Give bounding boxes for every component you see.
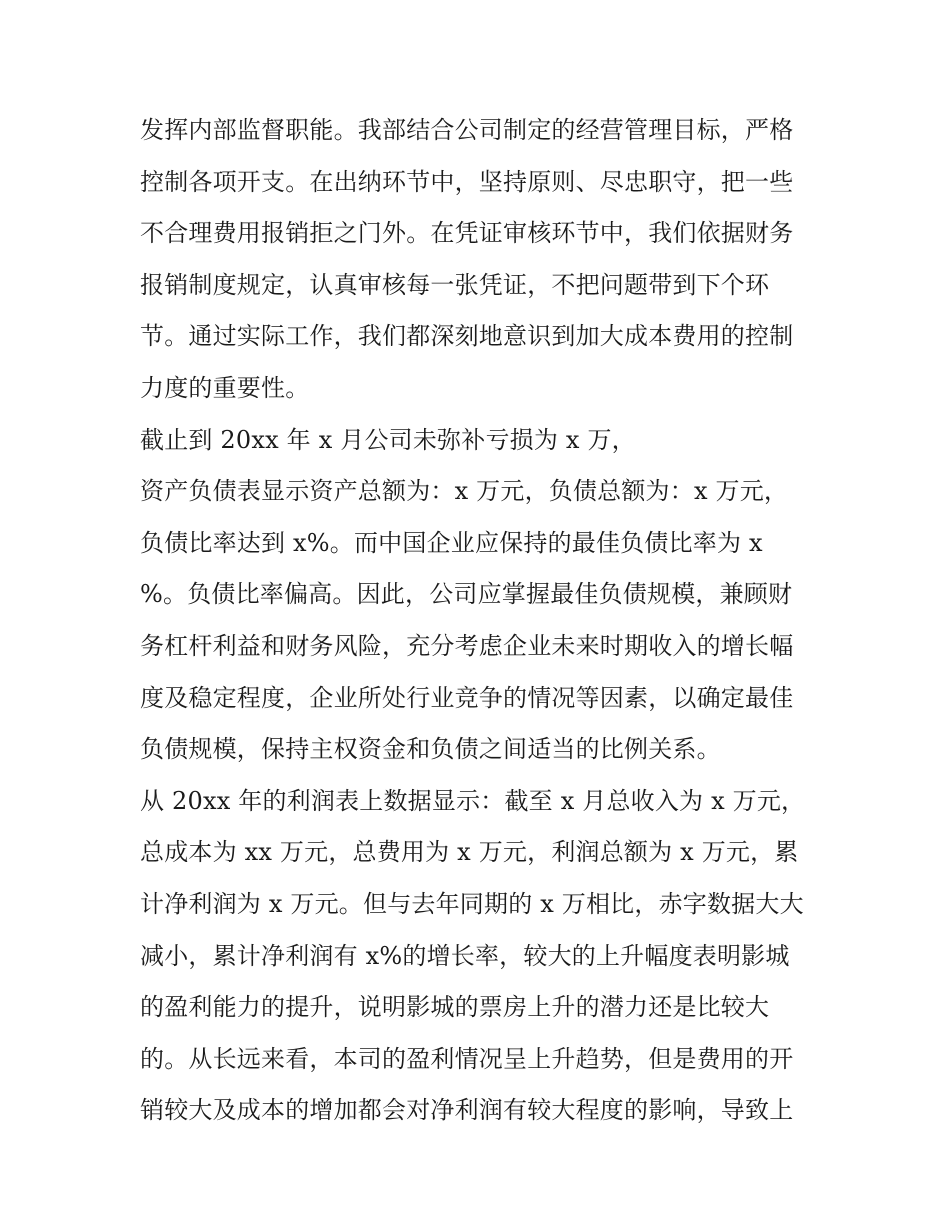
text-line: 度及稳定程度，企业所处行业竞争的情况等因素，以确定最佳 [140,683,794,712]
text-line: %。负债比率偏高。因此，公司应掌握最佳负债规模，兼顾财 [140,580,793,609]
text-line: 的。从长远来看，本司的盈利情况呈上升趋势，但是费用的开 [140,1044,794,1073]
text-line: 总成本为 xx 万元，总费用为 x 万元，利润总额为 x 万元，累 [140,838,799,867]
text-line: 的盈利能力的提升，说明影城的票房上升的潜力还是比较大 [140,993,770,1022]
document-body [140,105,820,1137]
text-line: 截止到 20xx 年 x 月公司未弥补亏损为 x 万， [140,425,636,454]
text-line: 力度的重要性。 [140,373,310,402]
text-line: 从 20xx 年的利润表上数据显示：截至 x 月总收入为 x 万元， [140,786,806,815]
text-line: 资产负债表显示资产总额为：x 万元，负债总额为：x 万元， [140,477,789,506]
text-line: 负债规模，保持主权资金和负债之间适当的比例关系。 [140,735,721,764]
text-line: 务杠杆利益和财务风险，充分考虑企业未来时期收入的增长幅 [140,631,794,660]
text-line: 负债比率达到 x%。而中国企业应保持的最佳负债比率为 x [140,528,763,557]
text-line: 销较大及成本的增加都会对净利润有较大程度的影响，导致上 [140,1096,794,1125]
text-line: 减小，累计净利润有 x%的增长率，较大的上升幅度表明影城 [140,941,790,970]
text-line: 不合理费用报销拒之门外。在凭证审核环节中，我们依据财务 [140,219,794,248]
text-line: 节。通过实际工作，我们都深刻地意识到加大成本费用的控制 [140,322,794,351]
text-line: 发挥内部监督职能。我部结合公司制定的经营管理目标，严格 [140,116,794,144]
text-line: 控制各项开支。在出纳环节中，坚持原则、尽忠职守，把一些 [140,167,794,196]
text-line: 报销制度规定，认真审核每一张凭证，不把问题带到下个环 [140,270,770,299]
text-line: 计净利润为 x 万元。但与去年同期的 x 万相比，赤字数据大大 [140,889,804,918]
